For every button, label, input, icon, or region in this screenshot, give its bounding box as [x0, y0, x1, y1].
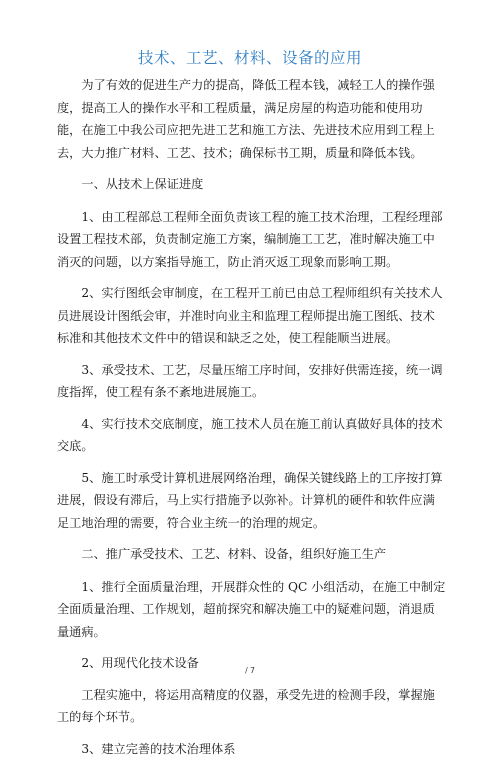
intro-paragraph: 为了有效的促进生产力的提高，降低工程本钱，减轻工人的操作强度，提高工人的操作水平和工程质量，满足房屋的构造功能和使用功能，在施工中我公司应把先进工艺和施工方法、先进技术应用到工程上去，大力推广材料、工艺、技术；确保标书工期，质量和降低本钱。 — [57, 78, 435, 160]
paragraph-1-5: 5、施工时承受计算机进展网络治理，确保关键线路上的工序按打算进展，假设有滞后，马上实行措施予以弥补。计算机的硬件和软件应满足工地治理的需要，符合业主统一的治理的规定。 — [57, 470, 443, 530]
paragraph-2-1: 1、推行全面质量治理，开展群众性的 QC 小组活动，在施工中制定全面质量治理、工作规划，超前探究和解决施工中的疑难问题，消退质量通病。 — [57, 579, 446, 639]
section-heading-1: 一、从技术上保证进度 — [81, 177, 204, 191]
paragraph-2-2-body: 工程实施中，将运用高精度的仪器，承受先进的检测手段，掌握施工的每个环节。 — [57, 687, 435, 724]
paragraph-2-2: 2、用现代化技术设备 — [81, 656, 199, 670]
paragraph-1-1: 1、由工程部总工程师全面负责该工程的施工技术治理，工程经理部设置工程技术部，负责制定施工方案，编制施工工艺，准时解决施工中消灭的问题，以方案指导施工，防止消灭返工现象而影响工期。 — [57, 209, 443, 269]
paragraph-2-3: 3、建立完善的技术治理体系 — [81, 741, 236, 756]
paragraph-1-3: 3、承受技术、工艺，尽量压缩工序时间，安排好供需连接，统一调度指挥，使工程有条不紊地进展施工。 — [57, 362, 443, 399]
paragraph-1-2: 2、实行图纸会审制度，在工程开工前已由总工程师组织有关技术人员进展设计图纸会审，并准时向业主和监理工程师提出施工图纸、技术标准和其他技术文件中的错误和缺乏之处，使工程能顺当进展。 — [57, 286, 443, 345]
paragraph-1-4: 4、实行技术交底制度，施工技术人员在施工前认真做好具体的技术交底。 — [57, 416, 443, 453]
page-number: / 7 — [245, 666, 255, 675]
document-body — [57, 74, 446, 769]
document-title: 技术、工艺、材料、设备的应用 — [137, 49, 362, 67]
section-heading-2: 二、推广承受技术、工艺、材料、设备，组织好施工生产 — [81, 547, 387, 561]
